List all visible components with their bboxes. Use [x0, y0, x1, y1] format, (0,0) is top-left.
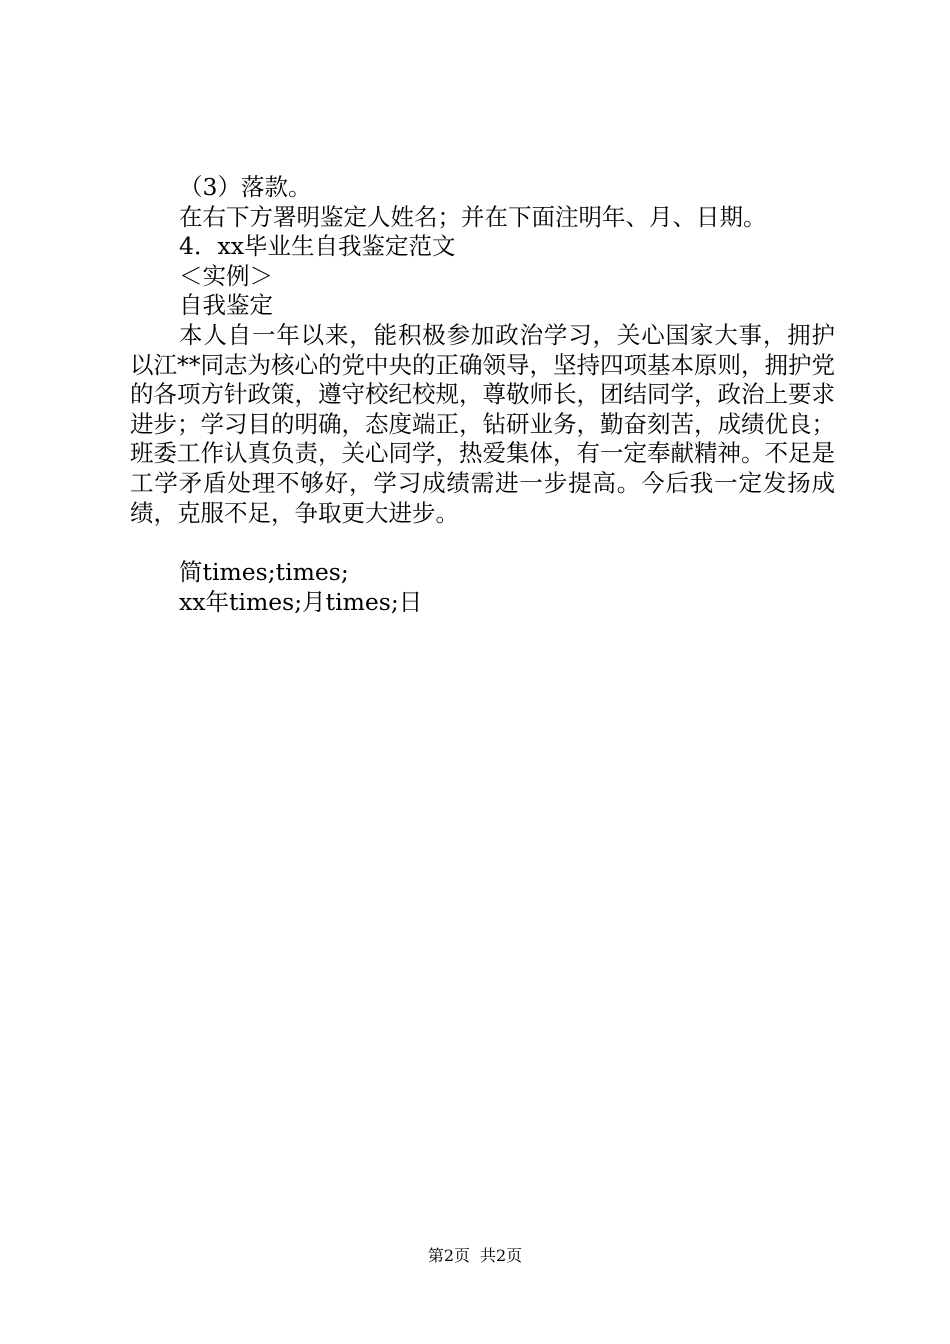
section4-title: 4．xx毕业生自我鉴定范文 — [179, 232, 456, 261]
self-assessment-paragraph: 本人自一年以来，能积极参加政治学习，关心国家大事，拥护以江**同志为核心的党中央的正确领导，坚持四项基本原则，拥护党的各项方针政策，遵守校纪校规，尊敬师长，团结同学，政治上要求进步；学习目的明确，态度端正，钻研业务，勤奋刻苦，成绩优良；班委工作认真负责，关心同学，热爱集体，有一定奉献精神。不足是工学矛盾处理不够好，学习成绩需进一步提高。今后我一定发扬成绩，克服不足，争取更大进步。 — [130, 320, 835, 527]
example-label: ＜实例＞ — [179, 261, 273, 290]
signature-line: 简times;times; — [179, 557, 349, 586]
self-assessment-heading: 自我鉴定 — [179, 291, 273, 320]
item3-body: 在右下方署明鉴定人姓名；并在下面注明年、月、日期。 — [179, 202, 767, 231]
page-footer — [0, 1243, 950, 1266]
date-line: xx年times;月times;日 — [179, 587, 423, 616]
page-number: 第2页 — [427, 1246, 470, 1265]
document-body — [130, 173, 835, 617]
page-total: 共2页 — [480, 1246, 523, 1265]
item3-title: （3）落款。 — [179, 173, 312, 201]
